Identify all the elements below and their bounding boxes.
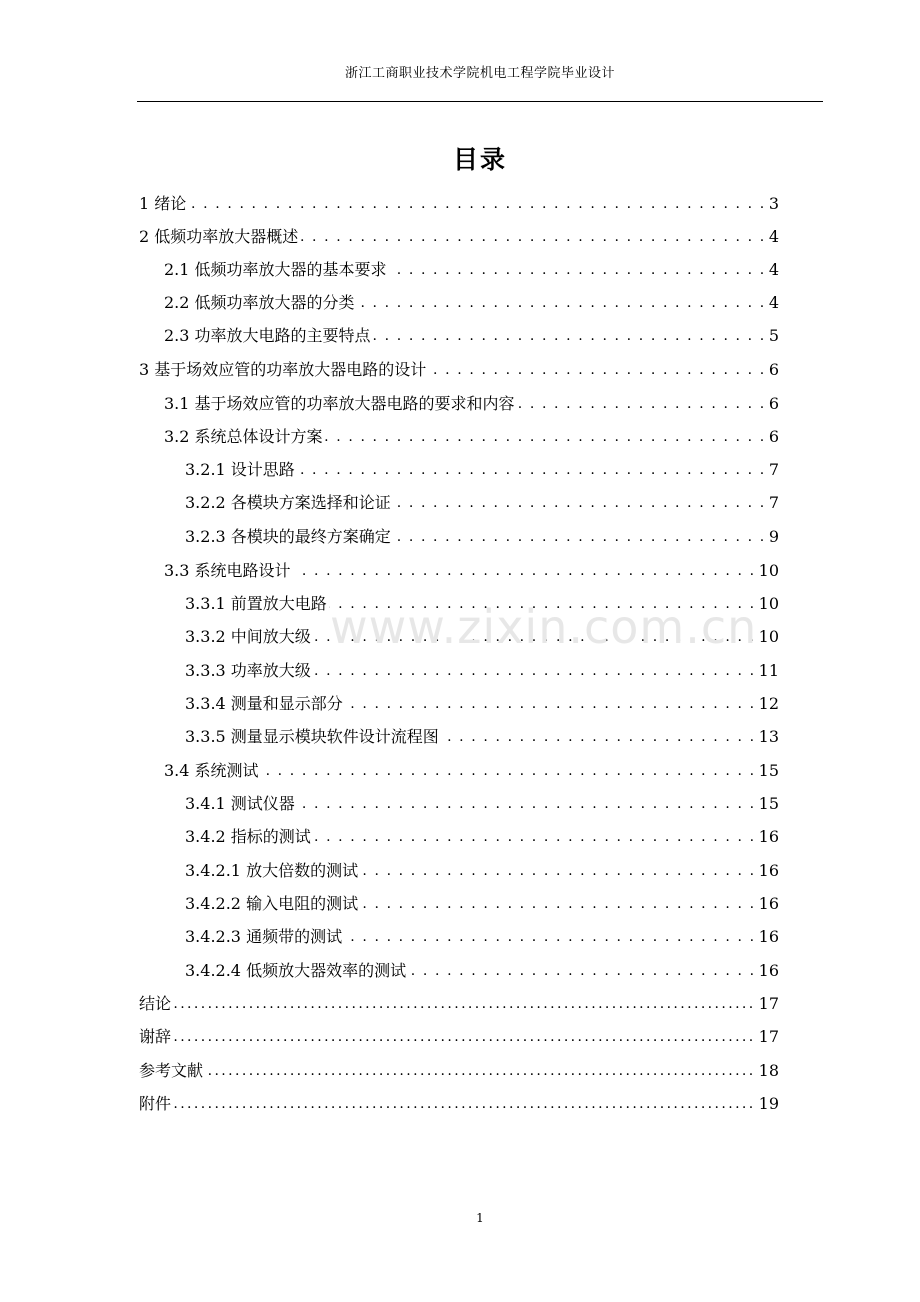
toc-entry[interactable]	[139, 1090, 779, 1114]
toc-entry-page: 19	[758, 1094, 779, 1113]
toc-entry-label: 3.2.3 各模块的最终方案确定	[185, 527, 391, 546]
toc-entry-label: 3.4.2.3 通频带的测试	[185, 927, 343, 946]
toc-entry[interactable]	[139, 223, 779, 247]
toc-entry-page: 10	[758, 627, 779, 646]
toc-leader	[428, 360, 766, 380]
toc-entry-page: 4	[768, 227, 779, 246]
toc-leader	[261, 761, 756, 781]
toc-leader	[325, 427, 766, 447]
toc-entry-label: 结论	[139, 994, 172, 1013]
toc-entry-page: 6	[768, 427, 779, 446]
toc-leader	[360, 861, 756, 881]
toc-entry-page: 16	[758, 861, 779, 880]
toc-entry-label: 3.2 系统总体设计方案	[164, 427, 323, 446]
toc-entry[interactable]	[185, 890, 779, 914]
toc-leader	[329, 594, 756, 614]
toc-leader	[173, 1027, 756, 1047]
toc-leader	[373, 326, 766, 346]
toc-entry[interactable]	[164, 256, 779, 280]
toc-leader	[408, 961, 756, 981]
toc-entry-label: 3.4.1 测试仪器	[185, 794, 295, 813]
toc-entry[interactable]	[139, 1057, 779, 1081]
toc-entry-page: 15	[758, 761, 779, 780]
toc-leader	[393, 527, 766, 547]
toc-entry-page: 18	[758, 1061, 779, 1080]
toc-entry[interactable]	[185, 657, 779, 681]
toc-entry-page: 5	[768, 326, 779, 345]
toc-entry-page: 6	[768, 394, 779, 413]
toc-entry[interactable]	[164, 289, 779, 313]
toc-entry-label: 2 低频功率放大器概述	[139, 227, 299, 246]
toc-leader	[357, 293, 766, 313]
toc-entry-page: 9	[768, 527, 779, 546]
toc-entry[interactable]	[164, 390, 779, 414]
toc-entry-label: 3.3.5 测量显示模块软件设计流程图	[185, 727, 439, 746]
toc-leader	[205, 1061, 756, 1081]
toc-entry[interactable]	[164, 557, 779, 581]
toc-leader	[313, 661, 756, 681]
toc-entry[interactable]	[164, 757, 779, 781]
toc-entry-page: 17	[758, 1027, 779, 1046]
toc-entry-page: 4	[768, 293, 779, 312]
toc-entry-page: 16	[758, 961, 779, 980]
toc-entry[interactable]	[185, 489, 779, 513]
toc-entry[interactable]	[185, 690, 779, 714]
toc-entry-label: 2.3 功率放大电路的主要特点	[164, 326, 371, 345]
toc-entry-label: 谢辞	[139, 1027, 172, 1046]
toc-entry-page: 16	[758, 927, 779, 946]
toc-entry-label: 3.1 基于场效应管的功率放大器电路的要求和内容	[164, 394, 515, 413]
toc-leader	[293, 561, 756, 581]
toc-leader	[300, 227, 766, 247]
toc-entry[interactable]	[139, 190, 779, 214]
toc-entry-page: 7	[768, 460, 779, 479]
toc-entry[interactable]	[185, 723, 779, 747]
toc-entry[interactable]	[139, 990, 779, 1014]
toc-entry-page: 17	[758, 994, 779, 1013]
toc-entry-page: 11	[758, 661, 779, 680]
toc-entry-page: 12	[758, 694, 779, 713]
toc-entry-label: 3.3.3 功率放大级	[185, 661, 311, 680]
toc-entry-label: 3.3.1 前置放大电路	[185, 594, 327, 613]
toc-leader	[345, 694, 756, 714]
toc-leader	[360, 894, 756, 914]
running-header: 浙江工商职业技术学院机电工程学院毕业设计	[344, 66, 615, 81]
toc-leader	[344, 927, 756, 947]
toc-entry-page: 16	[758, 894, 779, 913]
toc-entry-label: 参考文献	[139, 1061, 204, 1080]
toc-entry[interactable]	[185, 623, 779, 647]
toc-entry[interactable]	[185, 456, 779, 480]
toc-entry-page: 6	[768, 360, 779, 379]
toc-leader	[188, 194, 766, 214]
toc-entry-label: 1 绪论	[139, 194, 187, 213]
toc-leader	[389, 260, 766, 280]
toc-leader	[393, 493, 766, 513]
toc-entry[interactable]	[185, 957, 779, 981]
toc-entry[interactable]	[139, 356, 779, 380]
toc-entry-label: 3.3.4 测量和显示部分	[185, 694, 343, 713]
toc-entry-page: 7	[768, 493, 779, 512]
toc-entry-label: 3.4 系统测试	[164, 761, 259, 780]
toc-entry-page: 3	[768, 194, 779, 213]
toc-entry[interactable]	[185, 857, 779, 881]
toc-entry[interactable]	[185, 790, 779, 814]
toc-entry-label: 3.4.2 指标的测试	[185, 827, 311, 846]
toc-entry[interactable]	[185, 823, 779, 847]
toc-entry-label: 3.2.2 各模块方案选择和论证	[185, 493, 391, 512]
toc-leader	[517, 394, 766, 414]
toc-entry-label: 2.2 低频功率放大器的分类	[164, 293, 355, 312]
watermark: www.zixin.com.cn	[330, 600, 758, 654]
toc-leader	[441, 727, 756, 747]
toc-entry-page: 13	[758, 727, 779, 746]
toc-leader	[297, 460, 766, 480]
toc-entry-label: 附件	[139, 1094, 172, 1113]
toc-entry-label: 3.3 系统电路设计	[164, 561, 291, 580]
toc-entry-label: 2.1 低频功率放大器的基本要求	[164, 260, 387, 279]
toc-entry-label: 3 基于场效应管的功率放大器电路的设计	[139, 360, 427, 379]
toc-leader	[313, 627, 756, 647]
toc-entry-page: 10	[758, 594, 779, 613]
toc-leader	[173, 1094, 756, 1114]
toc-entry-label: 3.4.2.1 放大倍数的测试	[185, 861, 359, 880]
toc-entry[interactable]	[185, 590, 779, 614]
page-title: 目录	[452, 145, 507, 174]
toc-entry[interactable]	[185, 523, 779, 547]
toc-entry-page: 15	[758, 794, 779, 813]
toc-entry[interactable]	[164, 322, 779, 346]
toc-entry-page: 4	[768, 260, 779, 279]
toc-leader	[173, 994, 756, 1014]
toc-entry-page: 16	[758, 827, 779, 846]
toc-entry-page: 10	[758, 561, 779, 580]
toc-entry[interactable]	[139, 1023, 779, 1047]
toc-entry-label: 3.4.2.4 低频放大器效率的测试	[185, 961, 407, 980]
toc-entry-label: 3.3.2 中间放大级	[185, 627, 311, 646]
toc-leader	[297, 794, 756, 814]
toc-entry-label: 3.4.2.2 输入电阻的测试	[185, 894, 359, 913]
toc-entry[interactable]	[185, 923, 779, 947]
toc-leader	[313, 827, 756, 847]
toc-entry[interactable]	[164, 423, 779, 447]
toc-entry-label: 3.2.1 设计思路	[185, 460, 295, 479]
page-number: 1	[476, 1211, 484, 1225]
